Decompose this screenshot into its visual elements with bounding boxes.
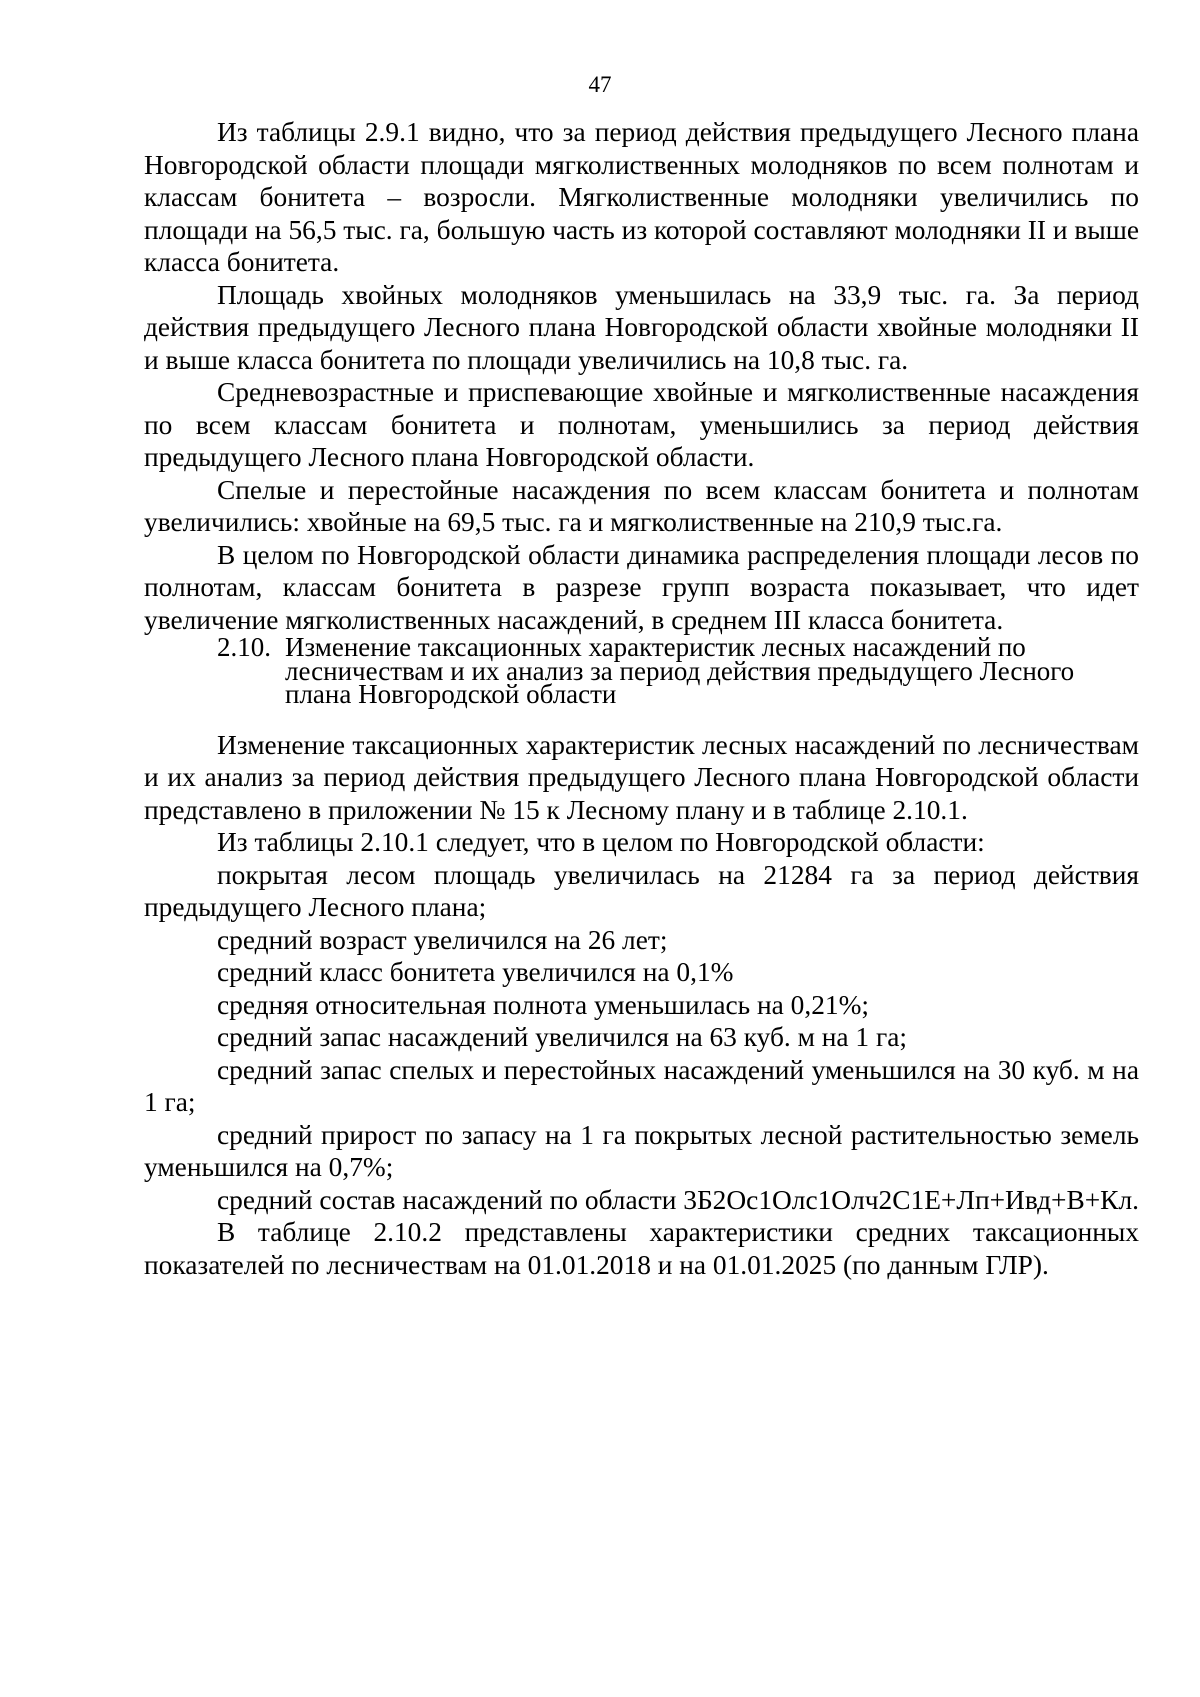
paragraph-table-2-9-1-analysis: Из таблицы 2.9.1 видно, что за период действия предыдущего Лесного плана Новгородской области площади мягколиственных молодняков по всем полнотам и классам бонитета – возросли. Мягколиственные молодняки увеличились по площади на 56,5 тыс. га, большую часть из которой составляют молодняки II и выше класса бонитета. <box>144 117 1139 277</box>
list-item-mature-stock: средний запас спелых и перестойных насаждений уменьшился на 30 куб. м на 1 га; <box>144 1054 1139 1117</box>
list-item-average-age: средний возраст увеличился на 26 лет; <box>217 924 668 955</box>
list-item-increment: средний прирост по запасу на 1 га покрытых лесной растительностью земель уменьшился на 0,7%; <box>144 1119 1139 1182</box>
paragraph-conifer-young-stands: Площадь хвойных молодняков уменьшилась на 33,9 тыс. га. За период действия предыдущего Лесного плана Новгородской области хвойные молодняки II и выше класса бонитета по площади увеличились на 10,8 тыс. га. <box>144 279 1139 375</box>
paragraph-section-intro: Изменение таксационных характеристик лесных насаждений по лесничествам и их анализ за период действия предыдущего Лесного плана Новгородской области представлено в приложении № 15 к Лесному плану и в таблице 2.10.1. <box>144 729 1139 825</box>
paragraph-regional-dynamics: В целом по Новгородской области динамика распределения площади лесов по полнотам, классам бонитета в разрезе групп возраста показывает, что идет увеличение мягколиственных насаждений, в среднем III класса бонитета. <box>144 539 1139 635</box>
list-item-growing-stock: средний запас насаждений увеличился на 63 куб. м на 1 га; <box>217 1022 907 1052</box>
list-item-composition: средний состав насаждений по области 3Б2Ос1Олс1Олч2С1Е+Лп+Ивд+В+Кл. <box>217 1184 1139 1215</box>
document-body <box>144 116 1139 1281</box>
paragraph-table-2-10-2-reference: В таблице 2.10.2 представлены характеристики средних таксационных показателей по лесничествам на 01.01.2018 и на 01.01.2025 (по данным ГЛР). <box>144 1217 1139 1280</box>
paragraph-table-2-10-1-lead: Из таблицы 2.10.1 следует, что в целом по Новгородской области: <box>217 827 985 857</box>
list-item-relative-density: средняя относительная полнота уменьшилась на 0,21%; <box>217 989 870 1020</box>
section-title: Изменение таксационных характеристик лесных насаждений по лесничествам и их анализ за период действия предыдущего Лесного плана Новгородской области <box>285 632 1075 709</box>
list-item-site-class: средний класс бонитета увеличился на 0,1% <box>217 957 734 987</box>
paragraph-middle-aged-stands: Средневозрастные и приспевающие хвойные и мягколиственные насаждения по всем классам бонитета и полнотам, уменьшились за период действия предыдущего Лесного плана Новгородской области. <box>144 377 1139 472</box>
list-item-forest-area: покрытая лесом площадь увеличилась на 21284 га за период действия предыдущего Лесного плана; <box>144 859 1139 922</box>
paragraph-mature-stands: Спелые и перестойные насаждения по всем классам бонитета и полнотам увеличились: хвойные на 69,5 тыс. га и мягколиственные на 210,9 тыс.га. <box>144 474 1139 537</box>
page-number: 47 <box>588 72 612 97</box>
section-number: 2.10. <box>217 632 271 662</box>
section-heading <box>144 632 1139 709</box>
